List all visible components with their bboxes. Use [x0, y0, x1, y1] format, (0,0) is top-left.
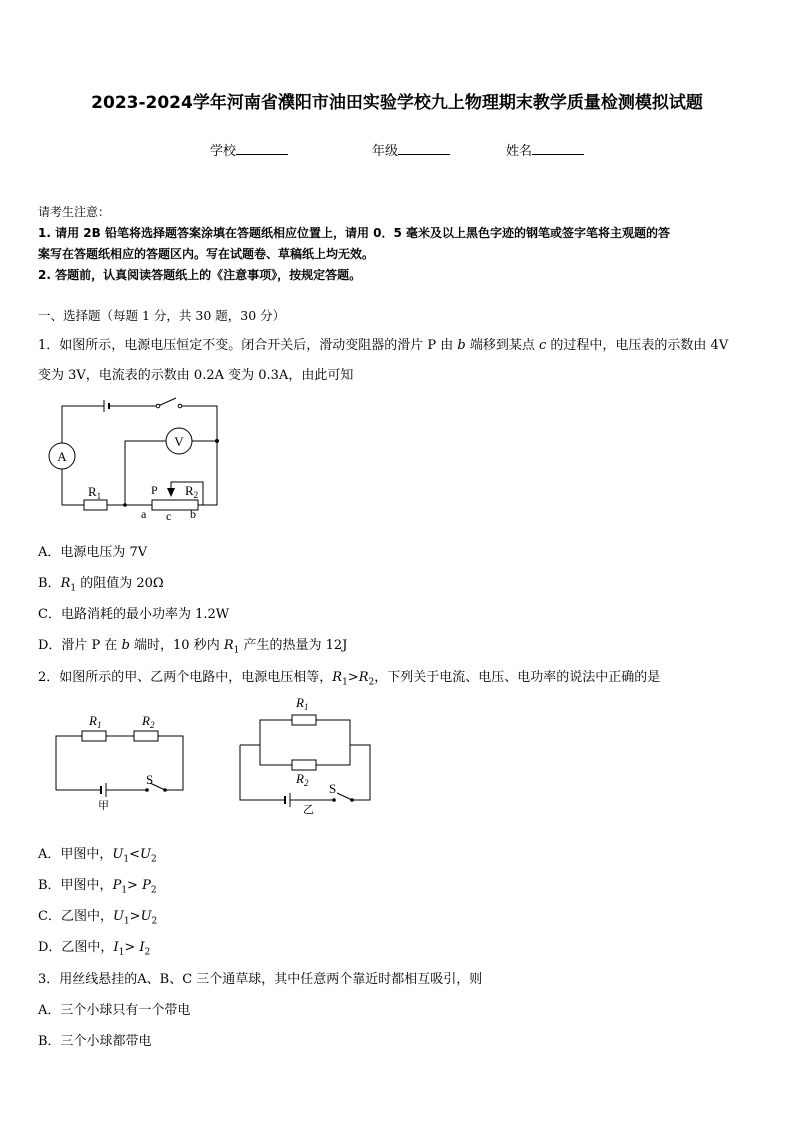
yi-r1-label: $R_1$: [296, 695, 309, 712]
yi-switch: [337, 793, 352, 800]
q2-option-c: C．乙图中，$U_1>U_2$: [38, 909, 158, 927]
q1-text-b: 端移到某点: [465, 338, 540, 353]
q2-option-a: A．甲图中，$U_1<U_2$: [38, 847, 157, 865]
name-label: 姓名: [506, 144, 533, 159]
school-blank: [236, 142, 288, 155]
notice-heading: 请考生注意：: [38, 205, 111, 219]
yi-label: 乙: [303, 804, 314, 816]
p-label: P: [151, 483, 158, 497]
q3-option-b: B．三个小球都带电: [38, 1034, 152, 1049]
a-label: a: [141, 507, 147, 521]
q1-line1: [38, 334, 728, 353]
r2-label: $R_2$: [185, 483, 199, 500]
slider-arrow: [167, 488, 175, 497]
yi-r1: [292, 715, 316, 725]
notice-item1-line2: 案写在答题纸相应的答题区内。写在试题卷、草稿纸上均无效。: [38, 247, 375, 261]
q3-line: 3．用丝线悬挂的A、B、C 三个通草球，其中任意两个靠近时都相互吸引，则: [38, 972, 483, 987]
q1-circuit-diagram: [40, 393, 230, 523]
jia-r1-label: $R_1$: [89, 713, 102, 730]
name-field: [506, 140, 584, 159]
q1-text-a: 1．如图所示，电源电压恒定不变。闭合开关后，滑动变阻器的滑片 P 由: [38, 338, 458, 353]
q2-circuit-jia: [38, 710, 208, 810]
r1-resistor: [84, 500, 107, 510]
q1-text-c: 的过程中，电压表的示数由 4V: [546, 338, 729, 353]
grade-field: [372, 140, 450, 159]
notice-item2: 2. 答题前，认真阅读答题纸上的《注意事项》，按规定答题。: [38, 268, 362, 282]
yi-r2: [292, 760, 316, 770]
voltmeter-label: V: [174, 434, 184, 449]
r1-label: $R_1$: [88, 484, 102, 501]
q3-option-a: A．三个小球只有一个带电: [38, 1003, 191, 1018]
q2-circuit-yi: [236, 693, 381, 818]
page-title: 2023-2024学年河南省濮阳市油田实验学校九上物理期末教学质量检测模拟试题: [91, 93, 703, 113]
jia-s-label: S: [146, 772, 154, 787]
q1-var-b: b: [457, 338, 466, 353]
name-blank: [532, 142, 584, 155]
q2-option-d: D．乙图中，$I_1> I_2$: [38, 940, 151, 958]
b-label: b: [190, 507, 196, 521]
section-heading: 一、选择题（每题 1 分，共 30 题，30 分）: [38, 308, 286, 323]
grade-blank: [398, 142, 450, 155]
q1-option-a: A．电源电压为 7V: [38, 545, 148, 560]
q1-option-b: B．$R_1$ 的阻值为 20Ω: [38, 576, 164, 594]
ammeter-label: A: [57, 449, 67, 464]
q1-option-d: D．滑片 P 在 b 端时，10 秒内 $R_1$ 产生的热量为 12J: [38, 638, 348, 656]
q1-option-c: C．电路消耗的最小功率为 1.2W: [38, 607, 230, 622]
q1-var-c: c: [539, 338, 547, 353]
school-label: 学校: [210, 144, 237, 159]
switch-blade: [158, 398, 176, 406]
q2-option-b: B．甲图中，$P_1> P_2$: [38, 878, 157, 896]
grade-label: 年级: [372, 144, 399, 159]
jia-r1: [82, 731, 106, 741]
q2-line: 2．如图所示的甲、乙两个电路中，电源电压相等，$R_1>R_2$，下列关于电流、电压、电功率的说法中正确的是: [38, 670, 661, 688]
c-label: c: [166, 509, 172, 523]
school-field: [210, 140, 288, 159]
yi-r2-label: $R_2$: [296, 771, 309, 788]
jia-r2-label: $R_2$: [142, 713, 155, 730]
q1-line2: 变为 3V，电流表的示数由 0.2A 变为 0.3A，由此可知: [38, 368, 354, 383]
notice-item1-line1: 1. 请用 2B 铅笔将选择题答案涂填在答题纸相应位置上，请用 0．5 毫米及以上黑色字迹的钢笔或签字笔将主观题的答: [38, 226, 670, 240]
yi-s-label: S: [329, 781, 337, 796]
jia-label: 甲: [98, 800, 109, 812]
jia-r2: [134, 731, 158, 741]
